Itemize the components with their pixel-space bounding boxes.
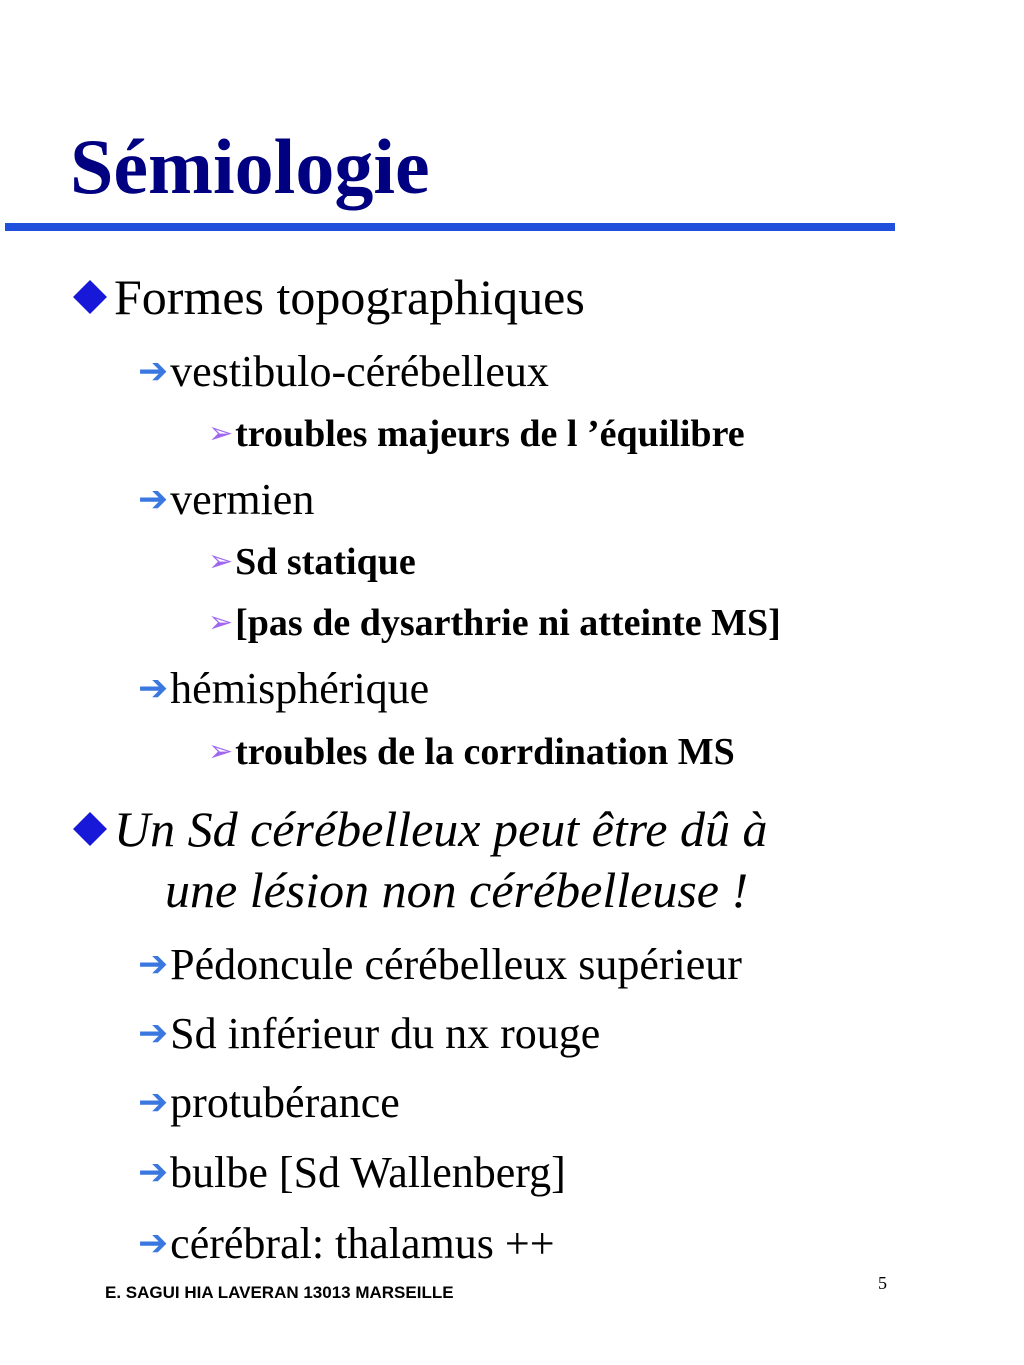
diamond-bullet-icon <box>73 812 107 846</box>
triangle-right-icon: ➢ <box>208 734 234 770</box>
bullet-item <box>70 801 768 857</box>
bullet-item <box>138 940 742 989</box>
arrow-right-icon: ➔ <box>138 1012 169 1054</box>
title-underline <box>5 223 895 231</box>
bullet-text: troubles majeurs de l ’équilibre <box>235 413 745 455</box>
bullet-text: hémisphérique <box>170 664 430 713</box>
bullet-item <box>138 347 549 396</box>
bullet-item <box>70 269 585 325</box>
bullet-item <box>138 1148 566 1197</box>
triangle-right-icon: ➢ <box>208 416 234 452</box>
diamond-bullet-icon <box>73 280 107 314</box>
bullet-text: vermien <box>170 475 315 524</box>
bullet-item <box>208 733 735 771</box>
bullet-text: Sd statique <box>235 541 416 583</box>
bullet-item <box>138 1219 555 1268</box>
bullet-item <box>208 604 781 642</box>
bullet-continuation: une lésion non cérébelleuse ! <box>165 862 749 918</box>
bullet-text: protubérance <box>170 1078 400 1127</box>
bullet-text: Formes topographiques <box>114 269 585 325</box>
slide-title: Sémiologie <box>70 123 430 210</box>
arrow-right-icon: ➔ <box>138 667 169 709</box>
arrow-right-icon: ➔ <box>138 943 169 985</box>
bullet-text: bulbe [Sd Wallenberg] <box>170 1148 566 1197</box>
bullet-item <box>138 664 430 713</box>
bullet-text: Pédoncule cérébelleux supérieur <box>170 940 742 989</box>
bullet-text: [pas de dysarthrie ni atteinte MS] <box>235 602 781 644</box>
bullet-text: Sd inférieur du nx rouge <box>170 1009 601 1058</box>
bullet-text: troubles de la corrdination MS <box>235 731 735 773</box>
bullet-text: vestibulo-cérébelleux <box>170 347 549 396</box>
bullet-item <box>138 1078 400 1127</box>
arrow-right-icon: ➔ <box>138 1151 169 1193</box>
bullet-text: Un Sd cérébelleux peut être dû à <box>114 801 768 857</box>
arrow-right-icon: ➔ <box>138 478 169 520</box>
bullet-item <box>208 543 416 581</box>
bullet-item <box>208 415 745 453</box>
bullet-item <box>138 475 315 524</box>
page-number: 5 <box>878 1273 887 1293</box>
bullet-text: cérébral: thalamus ++ <box>170 1219 555 1268</box>
arrow-right-icon: ➔ <box>138 350 169 392</box>
arrow-right-icon: ➔ <box>138 1222 169 1264</box>
bullet-item <box>138 1009 601 1058</box>
footer-author: E. SAGUI HIA LAVERAN 13013 MARSEILLE <box>105 1283 454 1302</box>
triangle-right-icon: ➢ <box>208 605 234 641</box>
triangle-right-icon: ➢ <box>208 544 234 580</box>
arrow-right-icon: ➔ <box>138 1081 169 1123</box>
